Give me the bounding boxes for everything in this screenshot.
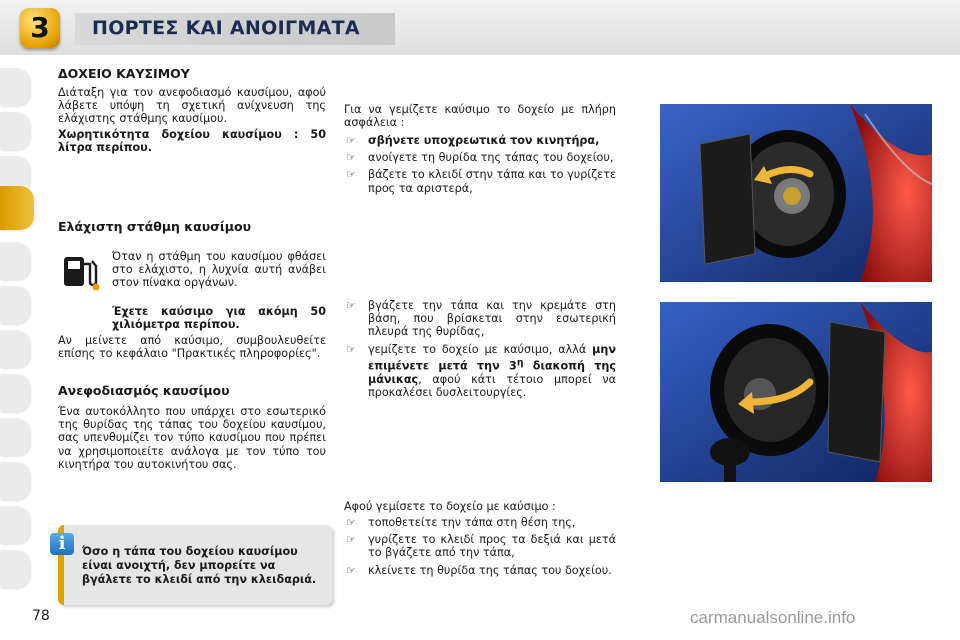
chapter-tab-1[interactable] bbox=[0, 68, 30, 106]
info-icon: i bbox=[50, 533, 74, 555]
refuel-text: Ένα αυτοκόλλητο που υπάρχει στο εσωτερικό της θυρίδας της τάπας του δοχείου καυσίμου, σας υπενθυμίζει τον τύπο καυσίμου που πρέπει να χρησιμοποιείτε ανάλογα με τον τύπο του κινητήρα του αυτοκινήτου σας. bbox=[58, 405, 326, 471]
list-item bbox=[344, 168, 616, 194]
fill-intro: Για να γεμίζετε καύσιμο το δοχείο με πλήρη ασφάλεια : bbox=[344, 103, 616, 130]
after-intro: Αφού γεμίσετε το δοχείο με καύσιμο : bbox=[344, 500, 556, 513]
pointing-hand-icon: ☞ bbox=[346, 168, 356, 182]
list-item bbox=[344, 343, 616, 400]
list-item bbox=[344, 533, 616, 559]
pointing-hand-icon: ☞ bbox=[346, 516, 356, 529]
fuel-door-photo-open bbox=[660, 104, 932, 282]
chapter-tab-10[interactable] bbox=[0, 462, 30, 500]
chapter-tab-8[interactable] bbox=[0, 374, 30, 412]
chapter-tab-5[interactable] bbox=[0, 242, 30, 280]
chapter-tab-7[interactable] bbox=[0, 330, 30, 368]
min-level-extra: Αν μείνετε από καύσιμο, συμβουλευθείτε επίσης το κεφάλαιο "Πρακτικές πληροφορίες". bbox=[58, 334, 326, 361]
chapter-tab-9[interactable] bbox=[0, 418, 30, 456]
tank-capacity: Χωρητικότητα δοχείου καυσίμου : 50 λίτρα περίπου. bbox=[58, 128, 326, 155]
pointing-hand-icon: ☞ bbox=[346, 134, 356, 147]
page-number: 78 bbox=[32, 608, 50, 624]
tank-heading: ΔΟΧΕΙΟ ΚΑΥΣΙΜΟΥ bbox=[58, 66, 190, 81]
refuel-heading: Ανεφοδιασμός καυσίμου bbox=[58, 383, 230, 398]
pointing-hand-icon: ☞ bbox=[346, 563, 356, 577]
step-text: σβήνετε υποχρεωτικά τον κινητήρα, bbox=[368, 134, 600, 147]
list-item bbox=[344, 151, 616, 164]
chapter-tab-2[interactable] bbox=[0, 112, 30, 150]
min-level-heading: Ελάχιστη στάθμη καυσίμου bbox=[58, 219, 252, 234]
step-text: γυρίζετε το κλειδί προς τα δεξιά και μετά το βγάζετε από την τάπα, bbox=[368, 533, 616, 560]
step-text: ανοίγετε τη θυρίδα της τάπας του δοχείου, bbox=[368, 151, 614, 165]
chapter-number-badge: 3 bbox=[20, 8, 60, 48]
tank-intro: Διάταξη για τον ανεφοδιασμό καυσίμου, αφού λάβετε υπόψη τη σχετική ανίχνευση της ελάχιστης στάθμης καυσίμου. bbox=[58, 86, 326, 126]
list-item bbox=[344, 299, 616, 339]
after-steps-list bbox=[344, 516, 616, 577]
chapter-tab-6[interactable] bbox=[0, 286, 30, 324]
list-item bbox=[344, 516, 616, 529]
list-item bbox=[344, 134, 616, 147]
fill-steps-list bbox=[344, 134, 616, 195]
info-box-text: Όσο η τάπα του δοχείου καυσίμου είναι ανοιχτή, δεν μπορείτε να βγάλετε το κλειδί από την κλειδαριά. bbox=[82, 545, 317, 586]
step-text: κλείνετε τη θυρίδα της τάπας του δοχείου. bbox=[368, 563, 612, 577]
watermark: carmanualsonline.info bbox=[690, 608, 856, 627]
pointing-hand-icon: ☞ bbox=[346, 533, 356, 547]
step-text: τοποθετείτε την τάπα στη θέση της, bbox=[368, 516, 576, 529]
fuel-cap-removed-photo bbox=[660, 302, 932, 482]
fill-steps-list-2 bbox=[344, 299, 616, 399]
min-level-bold: Έχετε καύσιμο για ακόμη 50 χιλιόμετρα περίπου. bbox=[112, 305, 326, 332]
chapter-title: ΠΟΡΤΕΣ ΚΑΙ ΑΝΟΙΓΜΑΤΑ bbox=[92, 17, 360, 39]
min-level-text: Όταν η στάθμη του καυσίμου φθάσει στο ελάχιστο, η λυχνία αυτή ανάβει στον πίνακα οργάνων. bbox=[112, 250, 326, 290]
step-text: βγάζετε την τάπα και την κρεμάτε στη βάση, που βρίσκεται στην εσωτερική πλευρά της θυρίδας, bbox=[368, 299, 616, 339]
fuel-pump-icon bbox=[60, 252, 102, 292]
pointing-hand-icon: ☞ bbox=[346, 151, 356, 165]
step-text: βάζετε το κλειδί στην τάπα και το γυρίζετε προς τα αριστερά, bbox=[368, 168, 616, 195]
list-item bbox=[344, 564, 616, 577]
pointing-hand-icon: ☞ bbox=[346, 299, 356, 312]
pointing-hand-icon: ☞ bbox=[346, 342, 356, 356]
step-text: γεμίζετε το δοχείο με καύσιμο, αλλά μην επιμένετε μετά την $3^\eta$ διακοπή της μάνικας, αφού κάτι τέτοιο μπορεί να προκαλέσει δυσλειτουργίες. bbox=[368, 342, 616, 399]
chapter-tab-11[interactable] bbox=[0, 506, 30, 544]
chapter-tab-active[interactable] bbox=[0, 186, 34, 230]
chapter-tab-12[interactable] bbox=[0, 550, 30, 588]
